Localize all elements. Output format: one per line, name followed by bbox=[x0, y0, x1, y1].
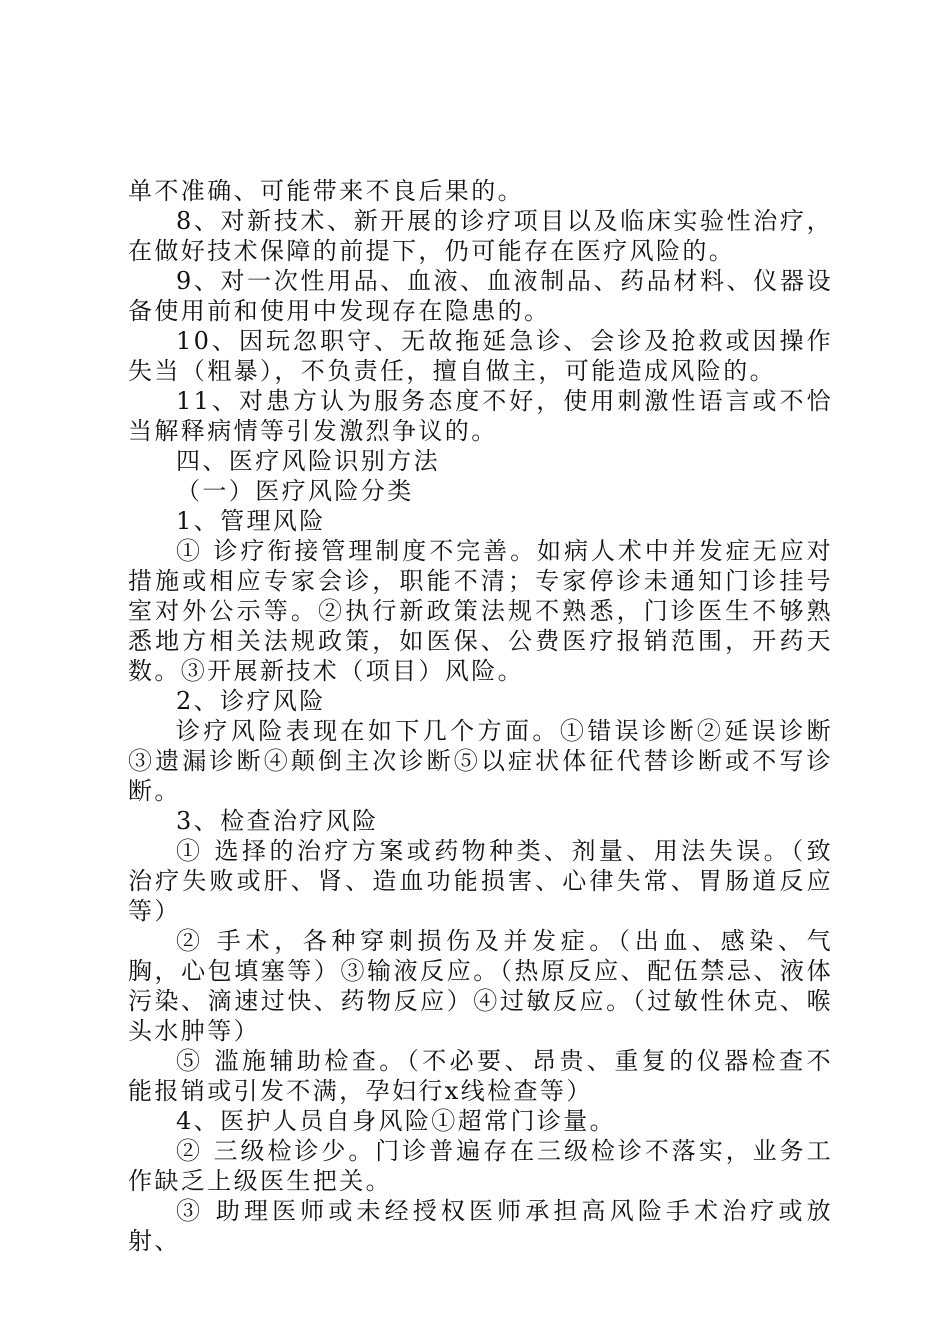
paragraph-item-10: 10、因玩忽职守、无故拖延急诊、会诊及抢救或因操作失当（粗暴），不负责任，擅自做主，可能造成风险的。 bbox=[128, 327, 833, 385]
paragraph-treatment-risk-2: ② 手术，各种穿刺损伤及并发症。（出血、感染、气胸，心包填塞等）③输液反应。（热原反应、配伍禁忌、液体污染、滴速过快、药物反应）④过敏反应。（过敏性休克、喉头水肿等） bbox=[128, 927, 833, 1045]
paragraph-treatment-risk-1: ① 选择的治疗方案或药物种类、剂量、用法失误。（致治疗失败或肝、肾、造血功能损害、心律失常、胃肠道反应等） bbox=[128, 837, 833, 925]
paragraph-staff-risk-3: ③ 助理医师或未经授权医师承担高风险手术治疗或放射、 bbox=[128, 1197, 833, 1255]
heading-staff-risk: 4、医护人员自身风险①超常门诊量。 bbox=[176, 1107, 617, 1135]
section-heading-4: 四、医疗风险识别方法 bbox=[176, 447, 440, 475]
paragraph-staff-risk-2: ② 三级检诊少。门诊普遍存在三级检诊不落实，业务工作缺乏上级医生把关。 bbox=[128, 1137, 833, 1195]
heading-diagnosis-risk: 2、诊疗风险 bbox=[176, 687, 326, 715]
paragraph-item-8: 8、对新技术、新开展的诊疗项目以及临床实验性治疗，在做好技术保障的前提下，仍可能存在医疗风险的。 bbox=[128, 207, 833, 265]
heading-management-risk: 1、管理风险 bbox=[176, 507, 326, 535]
paragraph-continuation: 单不准确、可能带来不良后果的。 bbox=[128, 177, 524, 205]
document-body bbox=[128, 176, 833, 1256]
heading-treatment-risk: 3、检查治疗风险 bbox=[176, 807, 379, 835]
paragraph-item-9: 9、对一次性用品、血液、血液制品、药品材料、仪器设备使用前和使用中发现存在隐患的。 bbox=[128, 267, 833, 325]
paragraph-diagnosis-risk: 诊疗风险表现在如下几个方面。①错误诊断②延误诊断③遗漏诊断④颠倒主次诊断⑤以症状体征代替诊断或不写诊断。 bbox=[128, 717, 833, 805]
paragraph-item-11: 11、对患方认为服务态度不好，使用刺激性语言或不恰当解释病情等引发激烈争议的。 bbox=[128, 387, 833, 445]
subsection-heading-1: （一）医疗风险分类 bbox=[176, 477, 414, 505]
paragraph-treatment-risk-5: ⑤ 滥施辅助检查。（不必要、昂贵、重复的仪器检查不能报销或引发不满，孕妇行x线检查等） bbox=[128, 1047, 833, 1105]
paragraph-management-risk: ① 诊疗衔接管理制度不完善。如病人术中并发症无应对措施或相应专家会诊，职能不清；专家停诊未通知门诊挂号室对外公示等。②执行新政策法规不熟悉，门诊医生不够熟悉地方相关法规政策，如医保、公费医疗报销范围，开药天数。③开展新技术（项目）风险。 bbox=[128, 537, 833, 685]
